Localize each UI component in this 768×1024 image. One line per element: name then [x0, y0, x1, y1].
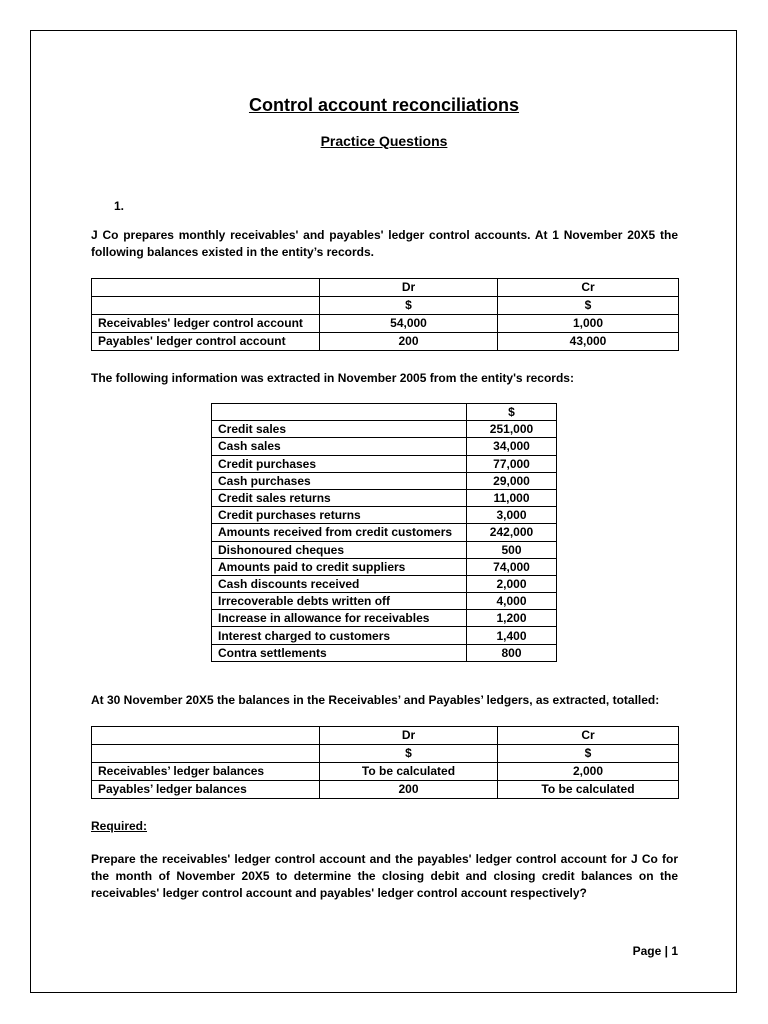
table-cell: Interest charged to customers: [212, 627, 467, 644]
table-row: [212, 455, 557, 472]
required-label: Required:: [91, 819, 148, 833]
table-cell: Cash discounts received: [212, 575, 467, 592]
table-cell: 1,200: [467, 610, 557, 627]
table-cell: 1,400: [467, 627, 557, 644]
table-cell: Cr: [498, 279, 679, 297]
info-intro-paragraph: The following information was extracted in November 2005 from the entity's records:: [91, 371, 574, 385]
table-cell: Credit sales returns: [212, 489, 467, 506]
table-cell: 34,000: [467, 438, 557, 455]
table-cell: 242,000: [467, 524, 557, 541]
table-row: [212, 644, 557, 661]
table-cell: [92, 279, 320, 297]
table-row: [212, 593, 557, 610]
table-row: [212, 524, 557, 541]
table-cell: $: [320, 297, 498, 315]
table-cell: $: [320, 745, 498, 763]
table-cell: 3,000: [467, 507, 557, 524]
table-cell: 2,000: [498, 763, 679, 781]
table-row: [212, 541, 557, 558]
table-cell: Credit purchases returns: [212, 507, 467, 524]
table-row: [92, 315, 679, 333]
table-cell: [92, 727, 320, 745]
table-cell: Contra settlements: [212, 644, 467, 661]
intro-paragraph: J Co prepares monthly receivables' and payables' ledger control accounts. At 1 November 20X5 the following balances existed in the entity’s records.: [91, 228, 678, 259]
table-cell: Amounts received from credit customers: [212, 524, 467, 541]
table-cell: Cash sales: [212, 438, 467, 455]
table-cell: 500: [467, 541, 557, 558]
table-cell: Increase in allowance for receivables: [212, 610, 467, 627]
table-unit-row: [92, 297, 679, 315]
table-cell: 251,000: [467, 421, 557, 438]
page-title: Control account reconciliations: [248, 95, 520, 115]
table-cell: Credit sales: [212, 421, 467, 438]
table-cell: Credit purchases: [212, 455, 467, 472]
table-cell: Cr: [498, 727, 679, 745]
table-cell: Payables' ledger control account: [92, 333, 320, 351]
closing-balances-table: [91, 726, 679, 799]
table-cell: 43,000: [498, 333, 679, 351]
table-cell: 800: [467, 644, 557, 661]
table-row: [212, 610, 557, 627]
table-cell: $: [467, 404, 557, 421]
table-cell: Receivables’ ledger balances: [92, 763, 320, 781]
table-cell: 2,000: [467, 575, 557, 592]
table-row: [212, 507, 557, 524]
table-header-row: [92, 279, 679, 297]
table-cell: 29,000: [467, 472, 557, 489]
table-cell: Dr: [320, 727, 498, 745]
closing-intro-paragraph: At 30 November 20X5 the balances in the Receivables’ and Payables’ ledgers, as extracted, totalled:: [91, 693, 660, 707]
table-cell: Dr: [320, 279, 498, 297]
table-cell: $: [498, 297, 679, 315]
table-cell: Amounts paid to credit suppliers: [212, 558, 467, 575]
table-cell: 54,000: [320, 315, 498, 333]
table-row: [92, 763, 679, 781]
table-row: [212, 438, 557, 455]
table-row: [92, 781, 679, 799]
table-cell: 77,000: [467, 455, 557, 472]
information-table: [211, 403, 557, 662]
table-cell: Receivables' ledger control account: [92, 315, 320, 333]
table-cell: [212, 404, 467, 421]
table-cell: Irrecoverable debts written off: [212, 593, 467, 610]
table-cell: To be calculated: [320, 763, 498, 781]
table-cell: 200: [320, 333, 498, 351]
opening-balances-table: [91, 278, 679, 351]
table-cell: 200: [320, 781, 498, 799]
table-row: [212, 627, 557, 644]
table-cell: 74,000: [467, 558, 557, 575]
table-cell: $: [498, 745, 679, 763]
question-number: 1.: [114, 199, 125, 213]
table-cell: [92, 745, 320, 763]
table-cell: Cash purchases: [212, 472, 467, 489]
table-row: [212, 472, 557, 489]
page-subtitle: Practice Questions: [320, 133, 448, 149]
required-paragraph: Prepare the receivables' ledger control account and the payables' ledger control account for J Co for the month of November 20X5 to determine the closing debit and closing credit balances on the receivables' ledger control account and payables' ledger control account respectively?: [91, 852, 678, 900]
table-cell: 1,000: [498, 315, 679, 333]
table-header-row: [92, 727, 679, 745]
table-row: [212, 575, 557, 592]
table-row: [212, 489, 557, 506]
table-cell: Payables’ ledger balances: [92, 781, 320, 799]
table-row: [92, 333, 679, 351]
table-cell: 11,000: [467, 489, 557, 506]
table-cell: Dishonoured cheques: [212, 541, 467, 558]
table-row: [212, 421, 557, 438]
page-number-footer: Page | 1: [632, 944, 678, 958]
table-header-row: [212, 404, 557, 421]
table-cell: [92, 297, 320, 315]
table-unit-row: [92, 745, 679, 763]
table-cell: To be calculated: [498, 781, 679, 799]
table-row: [212, 558, 557, 575]
table-cell: 4,000: [467, 593, 557, 610]
